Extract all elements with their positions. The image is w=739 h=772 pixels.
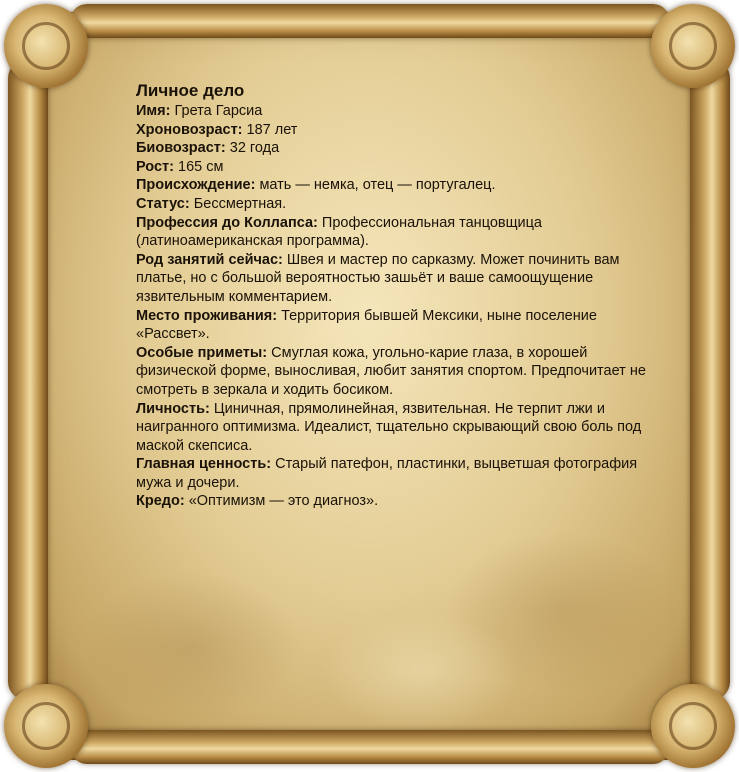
field-label: Личность: bbox=[136, 400, 210, 417]
field-value: 165 см bbox=[178, 158, 224, 175]
right-scroll-edge bbox=[690, 60, 730, 700]
personal-file bbox=[136, 80, 666, 511]
corner-scroll-curl bbox=[4, 684, 88, 768]
bottom-scroll-edge bbox=[70, 730, 670, 764]
field-value: Швея и мастер по сарказму. Может починить вам платье, но с большой вероятностью зашьёт и ваше самоощущение язвительным комментарием. bbox=[136, 251, 620, 305]
corner-scroll-curl bbox=[651, 684, 735, 768]
document-title: Личное дело bbox=[136, 81, 245, 100]
field-row bbox=[136, 455, 666, 492]
field-label: Статус: bbox=[136, 195, 190, 212]
field-row bbox=[136, 195, 666, 214]
field-label: Род занятий сейчас: bbox=[136, 251, 283, 268]
field-row bbox=[136, 158, 666, 177]
field-value: Бессмертная. bbox=[193, 195, 287, 212]
field-row bbox=[136, 214, 666, 251]
field-value: Циничная, прямолинейная, язвительная. Не терпит лжи и наигранного оптимизма. Идеалист, тщательно скрывающий свою боль под маской скепсиса. bbox=[136, 400, 642, 454]
field-value: Грета Гарсиа bbox=[174, 103, 263, 119]
field-row bbox=[136, 176, 666, 195]
top-scroll-edge bbox=[70, 4, 670, 38]
field-value: 187 лет bbox=[246, 121, 298, 138]
field-row bbox=[136, 344, 666, 400]
field-row bbox=[136, 102, 666, 121]
field-label: Главная ценность: bbox=[136, 456, 272, 473]
paper-stain bbox=[442, 532, 682, 692]
field-value: Территория бывшей Мексики, ныне поселение «Рассвет». bbox=[136, 307, 597, 343]
field-row bbox=[136, 400, 666, 456]
field-list bbox=[136, 102, 666, 511]
field-label: Кредо: bbox=[136, 493, 185, 510]
field-label: Хроновозраст: bbox=[136, 121, 243, 138]
field-label: Происхождение: bbox=[136, 177, 256, 194]
corner-scroll-curl bbox=[4, 4, 88, 88]
field-row bbox=[136, 121, 666, 140]
corner-scroll-curl bbox=[651, 4, 735, 88]
field-value: Профессиональная танцовщица (латиноамериканская программа). bbox=[136, 214, 542, 250]
field-label: Место проживания: bbox=[136, 307, 278, 324]
paper-stain bbox=[322, 612, 522, 732]
field-row bbox=[136, 307, 666, 344]
field-value: 32 года bbox=[229, 140, 280, 157]
field-label: Биовозраст: bbox=[136, 140, 226, 157]
field-label: Имя: bbox=[136, 103, 171, 119]
field-value: Старый патефон, пластинки, выцветшая фотография мужа и дочери. bbox=[136, 456, 638, 491]
field-row bbox=[136, 139, 666, 158]
field-row bbox=[136, 251, 666, 307]
paper-stain bbox=[82, 572, 302, 722]
field-value: Смуглая кожа, угольно-карие глаза, в хорошей физической форме, выносливая, любит занятия спортом. Предпочитает не смотреть в зеркала и ходить босиком. bbox=[136, 344, 646, 398]
field-label: Профессия до Коллапса: bbox=[136, 214, 318, 231]
field-value: «Оптимизм — это диагноз». bbox=[188, 493, 379, 510]
field-label: Особые приметы: bbox=[136, 344, 268, 361]
field-row bbox=[136, 492, 666, 511]
field-label: Рост: bbox=[136, 158, 174, 175]
left-scroll-edge bbox=[8, 60, 48, 700]
field-value: мать — немка, отец — португалец. bbox=[259, 177, 496, 194]
